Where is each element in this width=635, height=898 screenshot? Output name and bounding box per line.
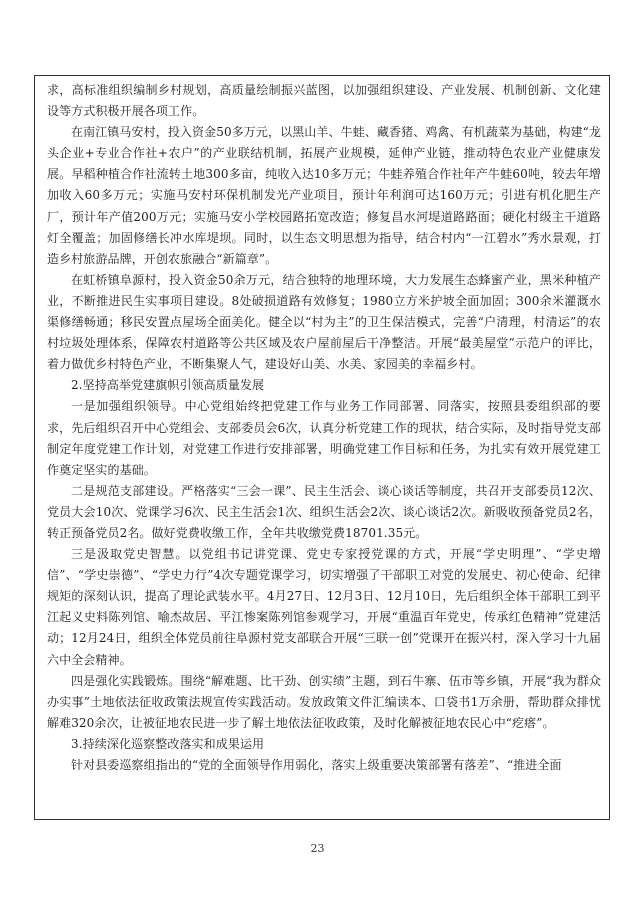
paragraph-inspection-findings: 针对县委巡察组指出的“党的全面领导作用弱化，落实上级重要决策部署有落差”、“推进全面	[71, 758, 562, 772]
paragraph-practice-training: 四是强化实践锻炼。围绕“解难题、比干劲、创实绩”主题，到石牛寨、伍市等乡镇，开展“我为群众办实事”土地依法征收政策法规宣传实践活动。发放政策文件汇编读本、口袋书1万余册，帮助群众排忧解难320余次，让被征地农民进一步了解土地依法征收政策，及时化解被征地农民心中“疙瘩”。	[47, 673, 601, 730]
document-body	[47, 80, 601, 776]
section-heading-inspection-rectification: 3.持续深化巡察整改落实和成果运用	[71, 736, 265, 751]
paragraph-branch-construction: 二是规范支部建设。严格落实“三会一课”、民主生活会、谈心谈话等制度，共召开支部委员12次、党员大会10次、党课学习6次、民主生活会1次、组织生活会2次、谈心谈话2次。新吸收预备党员2名，转正预备党员2名。做好党费收缴工作，全年共收缴党费18701.35元。	[47, 483, 601, 540]
paragraph-nanjiang-maan-village: 在南江镇马安村，投入资金50多万元，以黑山羊、牛蛙、藏香猪、鸡禽、有机蔬菜为基础，构建“龙头企业+专业合作社+农户”的产业联结机制，拓展产业规模，延伸产业链，推动特色农业产业健康发展。早稻种植合作社流转土地300多亩，纯收入达10多万元；牛蛙养殖合作社年产牛蛙60吨，较去年增加收入60多万元；实施马安村环保机制发光产业项目，预计年利润可达160万元；引进有机化肥生产厂，预计年产值200万元；实施马安小学校园路拓宽改造；修复昌水河堤道路路面；硬化村级主干道路灯全覆盖；加固修缮长冲水库堤坝。同时，以生态文明思想为指导，结合村内“一江碧水”秀水景观，打造乡村旅游品牌，开创农旅融合“新篇章”。	[47, 125, 601, 266]
paragraph-continuation: 求，高标准组织编制乡村规划，高质量绘制振兴蓝图，以加强组织建设、产业发展、机制创新、文化建设等方式积极开展各项工作。	[47, 83, 601, 119]
paragraph-organization-leadership: 一是加强组织领导。中心党组始终把党建工作与业务工作同部署、同落实，按照县委组织部的要求，先后组织召开中心党组会、支部委员会6次，认真分析党建工作的现状，结合实际，及时指导党支部制定年度党建工作计划，对党建工作进行安排部署，明确党建工作目标和任务，为扎实有效开展党建工作奠定坚实的基础。	[47, 399, 601, 477]
paragraph-party-history: 三是汲取党史智慧。以党组书记讲党课、党史专家授党课的方式，开展“学史明理”、“学史增信”、“学史崇德”、“学史力行”4次专题党课学习，切实增强了干部职工对党的发展史、初心使命、纪律规矩的深刻认识，提高了理论武装水平。4月27日、12月3日、12月10日，先后组织全体干部职工到平江起义史料陈列馆、喻杰故居、平江惨案陈列馆参观学习，开展“重温百年党史，传承红色精神”党建活动；12月24日，组织全体党员前往阜源村党支部联合开展“三联一创”党课开在振兴村，深入学习十九届六中全会精神。	[47, 547, 601, 667]
page-frame	[34, 75, 610, 820]
paragraph-hongqiao-fuyuan-village: 在虹桥镇阜源村，投入资金50余万元，结合独特的地理环境，大力发展生态蜂蜜产业，黑米种植产业，不断推进民生实事项目建设。8处破损道路有效修复；1980立方米护坡全面加固；300余米灌溉水渠修缮畅通；移民安置点屋场全面美化。健全以“村为主”的卫生保洁模式，完善“户清理，村清运”的农村垃圾处理体系，保障农村道路等公共区域及农户屋前屋后干净整洁。开展“最美屋堂”示范户的评比，着力做优乡村特色产业，不断集聚人气，建设好山美、水美、家园美的幸福乡村。	[47, 272, 601, 372]
section-heading-party-building: 2.坚持高举党建旗帜引领高质量发展	[71, 378, 265, 393]
page-number: 23	[310, 842, 325, 855]
